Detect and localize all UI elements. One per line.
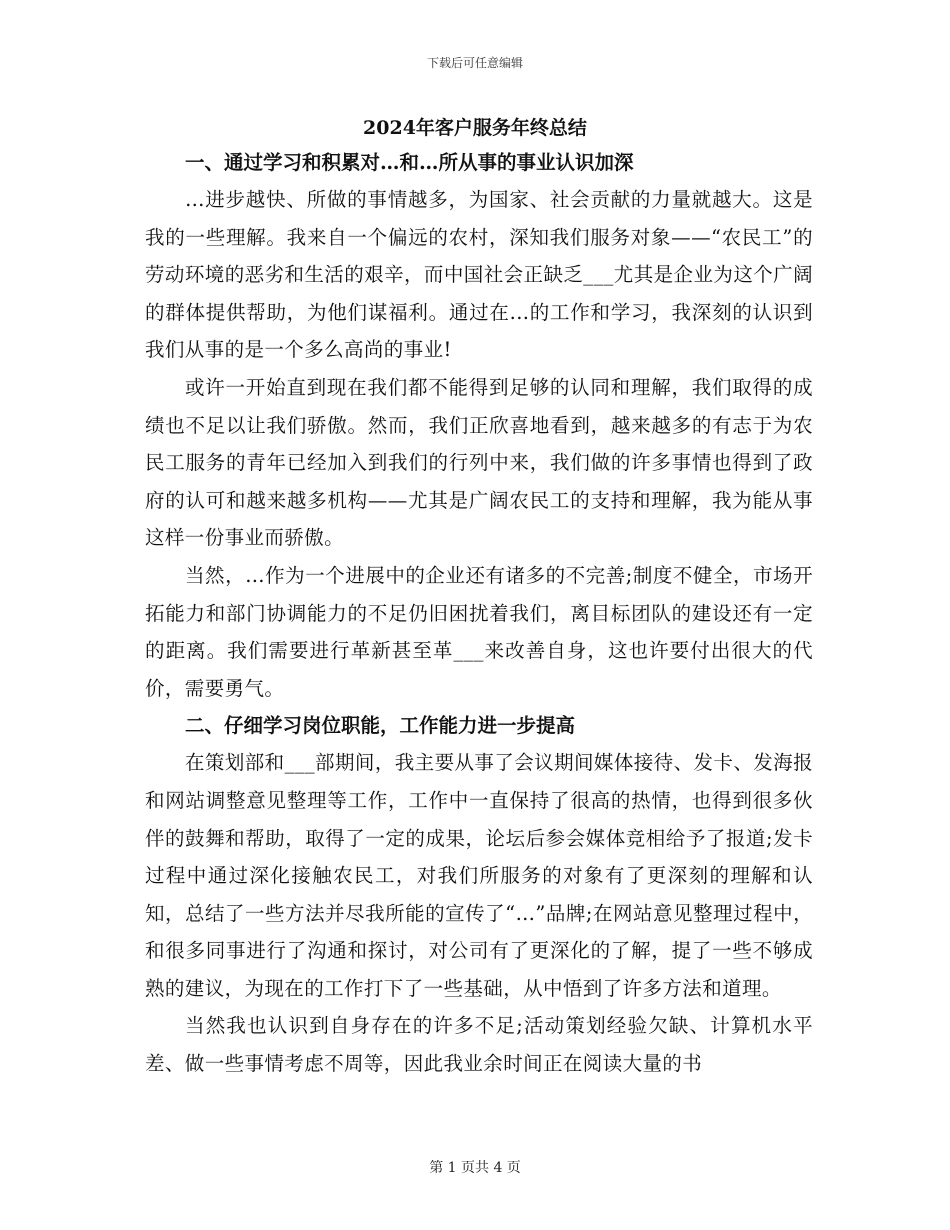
- section-1-paragraph-3: 当然，…作为一个进展中的企业还有诸多的不完善;制度不健全，市场开拓能力和部门协调能力的不足仍旧困扰着我们，离目标团队的建设还有一定的距离。我们需要进行革新甚至革___来改善自身，这也许要付出很大的代价，需要勇气。: [145, 563, 813, 700]
- page-header-note: 下载后可任意编辑: [426, 56, 523, 70]
- section-heading-1: 一、通过学习和积累对…和…所从事的事业认识加深: [185, 151, 634, 174]
- section-2-paragraph-2: 当然我也认识到自身存在的许多不足;活动策划经验欠缺、计算机水平差、做一些事情考虑不周等，因此我业余时间正在阅读大量的书: [145, 1014, 813, 1076]
- section-1-paragraph-2: 或许一开始直到现在我们都不能得到足够的认同和理解，我们取得的成绩也不足以让我们骄傲。然而，我们正欣喜地看到，越来越多的有志于为农民工服务的青年已经加入到我们的行列中来，我们做的许多事情也得到了政府的认可和越来越多机构——尤其是广阔农民工的支持和理解，我为能从事这样一份事业而骄傲。: [145, 375, 813, 550]
- page-number: 第 1 页共 4 页: [429, 1160, 521, 1176]
- document-body: [145, 144, 813, 1083]
- section-heading-2: 二、仔细学习岗位职能，工作能力进一步提高: [185, 714, 576, 738]
- section-2-paragraph-1: 在策划部和___部期间，我主要从事了会议期间媒体接待、发卡、发海报和网站调整意见整理等工作，工作中一直保持了很高的热情，也得到很多伙伴的鼓舞和帮助，取得了一定的成果，论坛后参会媒体竞相给予了报道;发卡过程中通过深化接触农民工，对我们所服务的对象有了更深刻的理解和认知，总结了一些方法并尽我所能的宣传了“…”品牌;在网站意见整理过程中，和很多同事进行了沟通和探讨，对公司有了更深化的了解，提了一些不够成熟的建议，为现在的工作打下了一些基础，从中悟到了许多方法和道理。: [145, 751, 813, 1000]
- document-title: 2024年客户服务年终总结: [363, 117, 587, 139]
- section-1-paragraph-1: …进步越快、所做的事情越多，为国家、社会贡献的力量就越大。这是我的一些理解。我来自一个偏远的农村，深知我们服务对象——“农民工”的劳动环境的恶劣和生活的艰辛，而中国社会正缺乏___尤其是企业为这个广阔的群体提供帮助，为他们谋福利。通过在...的工作和学习，我深刻的认识到我们从事的是一个多么高尚的事业!: [145, 188, 813, 362]
